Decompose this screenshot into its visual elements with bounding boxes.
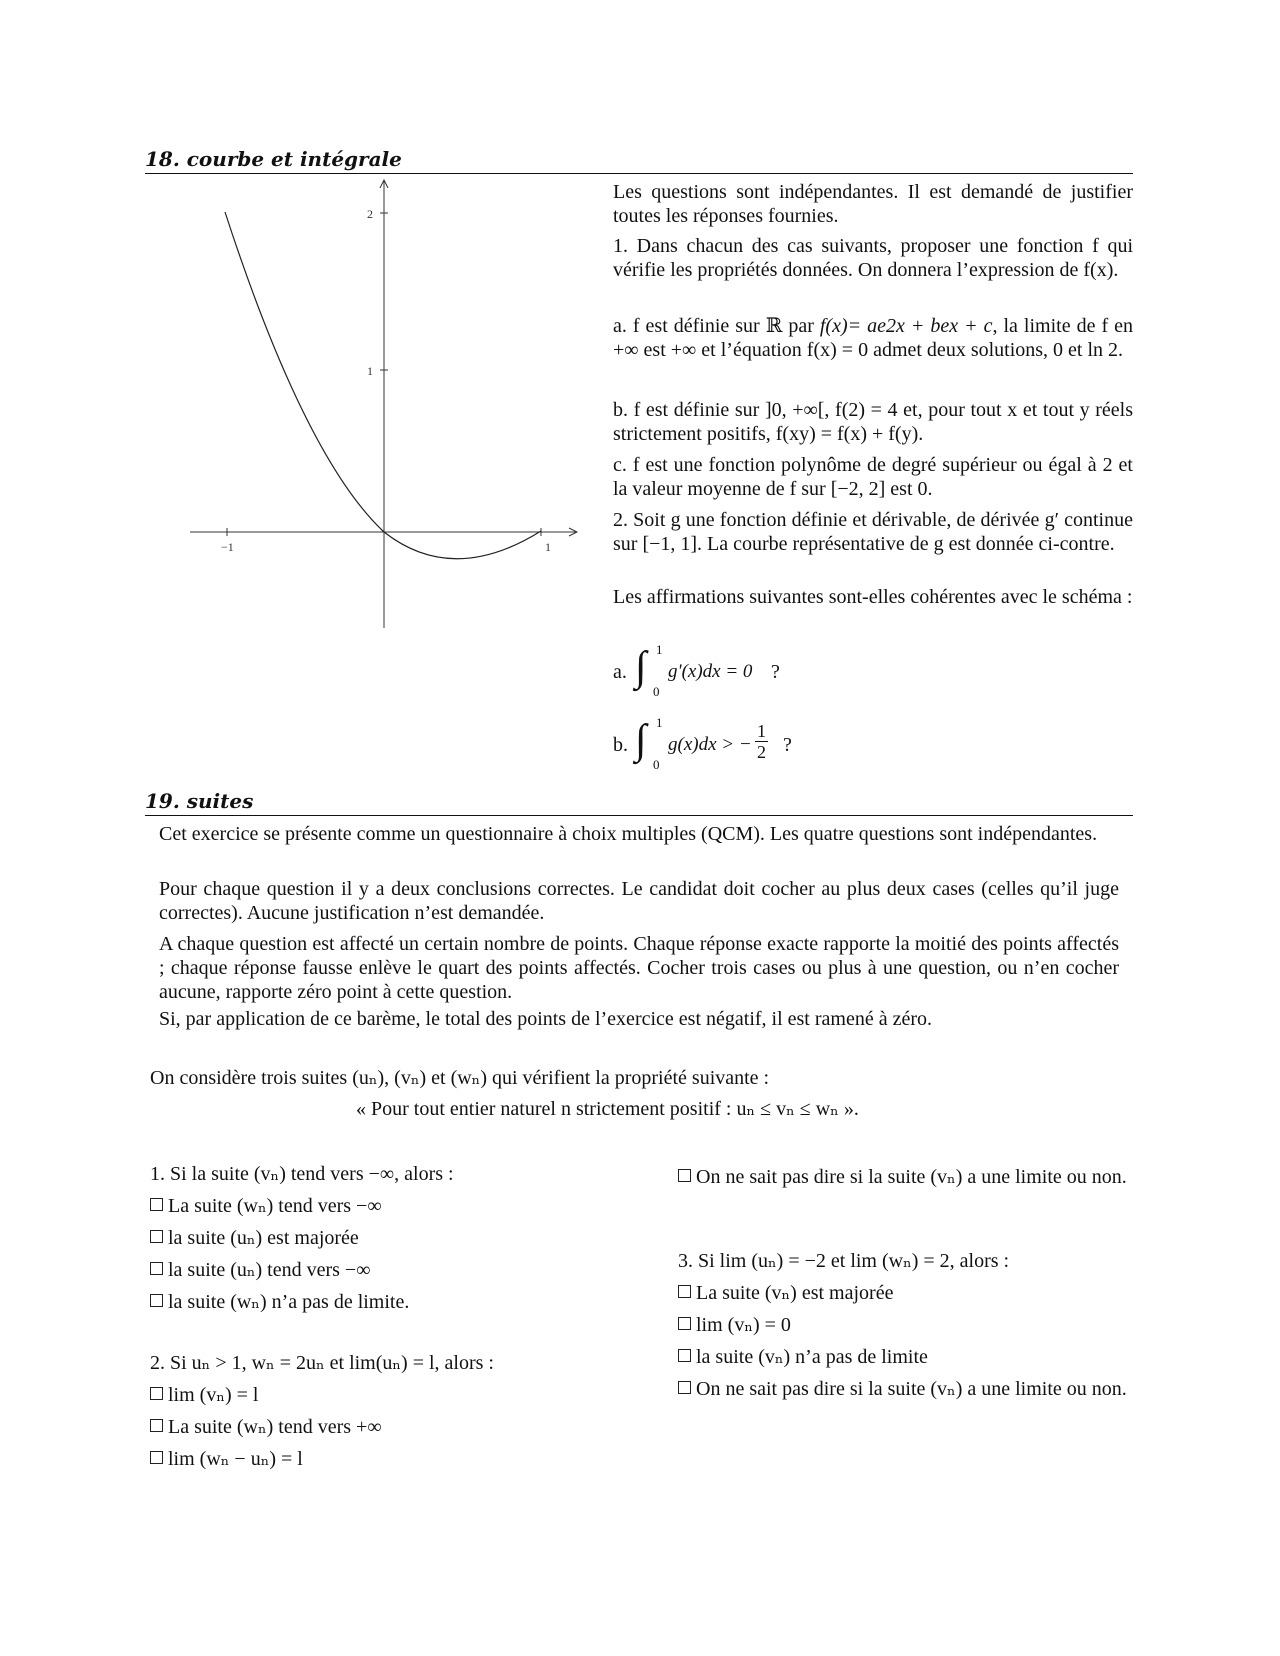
qcm-instructions-2: Pour chaque question il y a deux conclusions correctes. Le candidat doit cocher au plus deux cases (celles qu’il juge correctes). Aucune justification n’est demandée. xyxy=(159,878,1119,924)
checkbox[interactable] xyxy=(678,1285,691,1298)
question-2-ask: Les affirmations suivantes sont-elles cohérentes avec le schéma : xyxy=(613,586,1133,608)
integral-sign: ∫ xyxy=(635,717,647,763)
fraction-one-half: $\frac{1}{2}$ xyxy=(757,721,766,762)
checkbox[interactable] xyxy=(150,1451,163,1464)
checkbox[interactable] xyxy=(150,1230,163,1243)
qcm-q1-option[interactable]: la suite (uₙ) est majorée xyxy=(150,1226,359,1250)
checkbox[interactable] xyxy=(678,1317,691,1330)
integral-a-question: ? xyxy=(771,661,780,683)
x-tick-label-neg1: −1 xyxy=(221,540,234,554)
question-1a xyxy=(613,314,1133,362)
qcm-q2-option[interactable]: lim (vₙ) = l xyxy=(150,1383,258,1407)
question-2: 2. Soit g une fonction définie et dérivable, de dérivée g′ continue sur [−1, 1]. La courbe représentative de g est donnée ci-contre. xyxy=(613,509,1133,555)
function-graph xyxy=(185,178,585,658)
checkbox[interactable] xyxy=(678,1381,691,1394)
integral-a-body: g'(x)dx = 0 xyxy=(668,661,753,682)
y-tick-label-1: 1 xyxy=(367,364,373,378)
qcm-q3-option[interactable]: La suite (vₙ) est majorée xyxy=(678,1281,893,1305)
integral-a-label: a. xyxy=(613,661,627,683)
consider-text: On considère trois suites (uₙ), (vₙ) et (wₙ) qui vérifient la propriété suivante : xyxy=(150,1067,770,1089)
qcm-q2-stem: 2. Si uₙ > 1, wₙ = 2uₙ et lim(uₙ) = l, alors : xyxy=(150,1352,494,1374)
qcm-q1-option[interactable]: La suite (wₙ) tend vers −∞ xyxy=(150,1194,382,1218)
property-text: « Pour tout entier naturel n strictement positif : uₙ ≤ vₙ ≤ wₙ ». xyxy=(356,1098,859,1120)
question-1: 1. Dans chacun des cas suivants, proposer une fonction f qui vérifie les propriétés données. On donnera l’expression de f(x). xyxy=(613,235,1133,281)
qcm-q2-option[interactable]: La suite (wₙ) tend vers +∞ xyxy=(150,1415,382,1439)
question-1a-formula: f(x)= ae2x + bex + c xyxy=(819,315,993,337)
curve-g xyxy=(225,212,541,559)
qcm-q2-option[interactable]: lim (wₙ − uₙ) = l xyxy=(150,1447,303,1471)
checkbox[interactable] xyxy=(678,1349,691,1362)
y-tick-label-2: 2 xyxy=(367,207,373,221)
intro-text: Les questions sont indépendantes. Il est demandé de justifier toutes les réponses fournies. xyxy=(613,181,1133,227)
qcm-q3-option[interactable]: la suite (vₙ) n’a pas de limite xyxy=(678,1345,928,1369)
checkbox[interactable] xyxy=(150,1419,163,1432)
question-1b: b. f est définie sur ]0, +∞[, f(2) = 4 et, pour tout x et tout y réels strictement positifs, f(xy) = f(x) + f(y). xyxy=(613,399,1133,445)
question-1a-rest: , la limite de f en +∞ est +∞ et l’équation f(x) = 0 admet deux solutions, 0 et ln 2. xyxy=(613,315,1133,361)
checkbox[interactable] xyxy=(678,1169,691,1182)
qcm-q3-option[interactable]: lim (vₙ) = 0 xyxy=(678,1313,791,1337)
integral-a-upper: 1 xyxy=(656,642,663,657)
integral-b-label: b. xyxy=(613,734,628,756)
qcm-q1-stem: 1. Si la suite (vₙ) tend vers −∞, alors : xyxy=(150,1163,454,1185)
integral-b xyxy=(613,713,833,773)
integral-b-lower: 0 xyxy=(653,757,660,772)
checkbox[interactable] xyxy=(150,1198,163,1211)
section-18-title: 18. courbe et intégrale xyxy=(145,146,1133,174)
qcm-instructions-1: Cet exercice se présente comme un questionnaire à choix multiples (QCM). Les quatre questions sont indépendantes. xyxy=(159,823,1098,845)
qcm-instructions-3: A chaque question est affecté un certain nombre de points. Chaque réponse exacte rapporte la moitié des points affectés ; chaque réponse fausse enlève le quart des points affectés. Cocher trois cases ou plus à une question, ou n’en cocher aucune, rapporte zéro point à cette question. xyxy=(159,933,1119,1003)
question-1c: c. f est une fonction polynôme de degré supérieur ou égal à 2 et la valeur moyenne de f sur [−2, 2] est 0. xyxy=(613,454,1133,500)
section-19-title: 19. suites xyxy=(145,788,1133,816)
checkbox[interactable] xyxy=(150,1262,163,1275)
qcm-q2-option[interactable]: On ne sait pas dire si la suite (vₙ) a une limite ou non. xyxy=(678,1165,1158,1189)
qcm-instructions-4: Si, par application de ce barème, le total des points de l’exercice est négatif, il est ramené à zéro. xyxy=(159,1008,932,1030)
integral-b-body: g(x)dx > − xyxy=(668,734,752,755)
integral-b-question: ? xyxy=(783,734,792,756)
checkbox[interactable] xyxy=(150,1294,163,1307)
integral-b-upper: 1 xyxy=(656,715,663,730)
question-1a-prefix: a. f est définie sur ℝ par xyxy=(613,315,814,337)
qcm-q3-option[interactable]: On ne sait pas dire si la suite (vₙ) a une limite ou non. xyxy=(678,1377,1158,1401)
x-tick-label-1: 1 xyxy=(545,540,551,554)
qcm-q1-option[interactable]: la suite (uₙ) tend vers −∞ xyxy=(150,1258,370,1282)
qcm-q1-option[interactable]: la suite (wₙ) n’a pas de limite. xyxy=(150,1290,409,1314)
integral-a-lower: 0 xyxy=(653,684,660,699)
checkbox[interactable] xyxy=(150,1387,163,1400)
integral-a xyxy=(613,640,813,700)
qcm-q3-stem: 3. Si lim (uₙ) = −2 et lim (wₙ) = 2, alors : xyxy=(678,1250,1010,1272)
integral-sign: ∫ xyxy=(635,644,647,690)
